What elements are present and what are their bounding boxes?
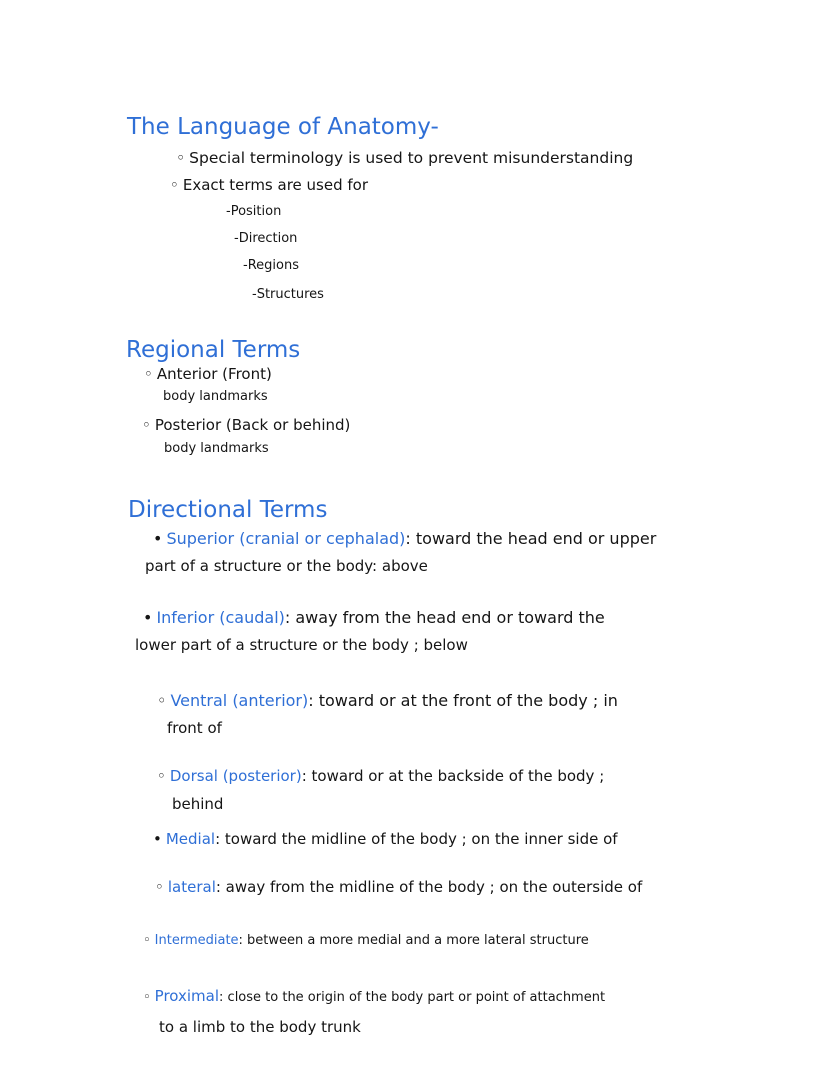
regional-posterior-sub: body landmarks bbox=[164, 441, 269, 456]
term-lateral bbox=[155, 879, 642, 896]
regional-anterior-text: Anterior (Front) bbox=[156, 365, 272, 383]
term-proximal bbox=[143, 988, 605, 1006]
bullet-icon: • bbox=[153, 529, 163, 548]
term-definition: : toward or at the front of the body ; in bbox=[308, 691, 618, 710]
bullet-icon: ◦ bbox=[142, 416, 151, 434]
bullet-icon: ◦ bbox=[144, 365, 153, 383]
term-medial bbox=[153, 831, 618, 848]
regional-anterior bbox=[144, 366, 272, 383]
term-superior-cont: part of a structure or the body: above bbox=[145, 557, 428, 575]
bullet-special-terminology bbox=[176, 150, 633, 168]
term-label: Superior (cranial or cephalad) bbox=[166, 529, 406, 548]
bullet-icon: ◦ bbox=[155, 878, 164, 896]
term-proximal-cont: to a limb to the body trunk bbox=[159, 1018, 361, 1036]
term-label: Proximal bbox=[154, 987, 220, 1005]
term-definition: : away from the head end or toward the bbox=[284, 608, 605, 627]
term-label: Intermediate bbox=[154, 933, 239, 948]
term-dorsal bbox=[157, 768, 604, 785]
term-label: lateral bbox=[167, 878, 216, 896]
term-inferior-cont: lower part of a structure or the body ; below bbox=[135, 636, 468, 654]
section-heading-language-of-anatomy: The Language of Anatomy- bbox=[127, 114, 439, 140]
term-dorsal-cont: behind bbox=[172, 795, 224, 813]
term-inferior bbox=[143, 609, 605, 627]
regional-posterior-text: Posterior (Back or behind) bbox=[154, 416, 351, 434]
term-label: Dorsal (posterior) bbox=[169, 767, 302, 785]
bullet-icon: ◦ bbox=[143, 933, 151, 948]
section-heading-directional-terms: Directional Terms bbox=[128, 497, 328, 523]
bullet-text: Special terminology is used to prevent misunderstanding bbox=[189, 149, 634, 167]
term-definition: : away from the midline of the body ; on the outerside of bbox=[215, 878, 643, 896]
term-label: Ventral (anterior) bbox=[170, 691, 309, 710]
subitem-regions: -Regions bbox=[243, 258, 299, 273]
term-ventral-cont: front of bbox=[167, 719, 222, 737]
term-intermediate bbox=[143, 934, 589, 949]
term-definition: : toward the midline of the body ; on the inner side of bbox=[215, 830, 618, 848]
term-label: Medial bbox=[165, 830, 216, 848]
term-definition: : between a more medial and a more lateral structure bbox=[238, 933, 589, 948]
bullet-icon: • bbox=[143, 608, 153, 627]
subitem-direction: -Direction bbox=[234, 231, 298, 246]
regional-posterior bbox=[142, 417, 350, 434]
subitem-structures: -Structures bbox=[252, 287, 324, 302]
term-ventral bbox=[157, 692, 618, 710]
term-label: Inferior (caudal) bbox=[156, 608, 285, 627]
term-definition: : close to the origin of the body part or point of attachment bbox=[219, 990, 606, 1005]
bullet-icon: ◦ bbox=[157, 691, 167, 710]
bullet-icon: ◦ bbox=[157, 767, 166, 785]
bullet-icon: ◦ bbox=[170, 176, 179, 194]
term-definition: : toward or at the backside of the body ; bbox=[301, 767, 605, 785]
regional-anterior-sub: body landmarks bbox=[163, 389, 268, 404]
section-heading-regional-terms: Regional Terms bbox=[126, 337, 301, 363]
bullet-icon: ◦ bbox=[176, 149, 186, 167]
bullet-icon: ◦ bbox=[143, 990, 151, 1005]
term-definition: : toward the head end or upper bbox=[405, 529, 657, 548]
subitem-position: -Position bbox=[226, 204, 282, 219]
bullet-icon: • bbox=[153, 830, 162, 848]
term-superior bbox=[153, 530, 656, 548]
bullet-text: Exact terms are used for bbox=[182, 176, 369, 194]
bullet-exact-terms bbox=[170, 177, 368, 194]
